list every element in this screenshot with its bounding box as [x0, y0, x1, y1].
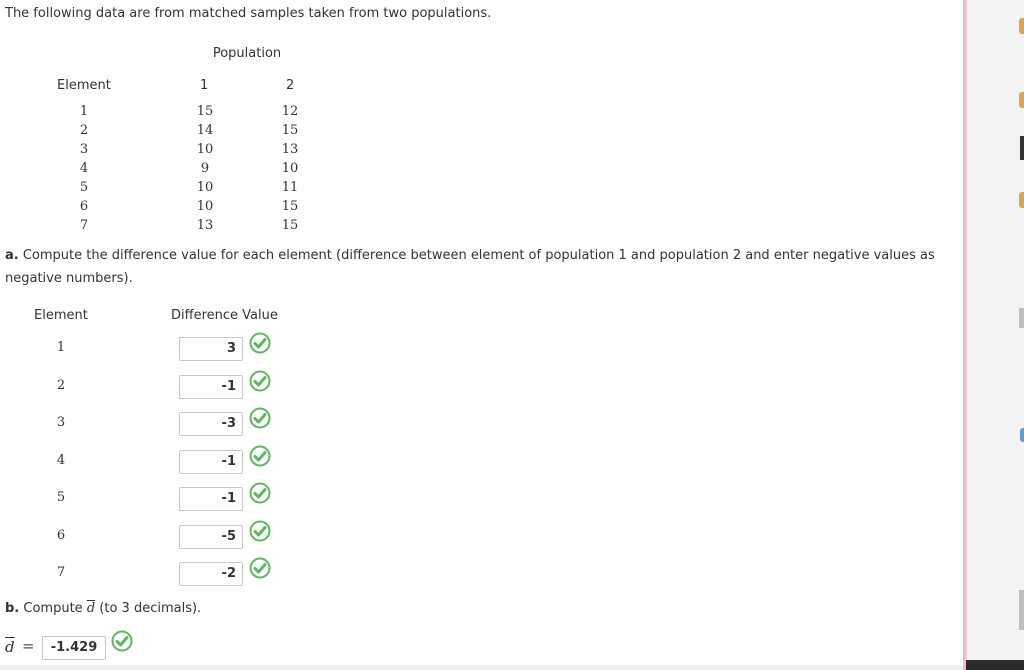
d-bar-answer-label: $\overline{d}$	[5, 638, 15, 656]
table-element-number: 4	[79, 161, 89, 176]
side-blue-marker[interactable]	[1020, 428, 1024, 442]
population-1-value: 14	[196, 123, 214, 138]
check-circle-icon	[249, 407, 271, 429]
population-2-value: 11	[281, 180, 299, 195]
check-circle-icon	[249, 445, 271, 467]
check-circle-icon	[249, 520, 271, 542]
check-circle-icon	[111, 630, 133, 652]
difference-element-number: 1	[56, 340, 66, 355]
table-element-number: 7	[79, 218, 89, 233]
population-2-value: 13	[281, 142, 299, 157]
difference-value-input[interactable]: -1	[179, 375, 243, 399]
element-header: Element	[57, 78, 111, 93]
bottom-scroll-strip	[0, 665, 963, 670]
population-1-value: 10	[196, 199, 214, 214]
difference-value-input[interactable]: 3	[179, 337, 243, 361]
difference-element-number: 2	[56, 378, 66, 393]
table-element-number: 3	[79, 142, 89, 157]
check-circle-icon	[249, 370, 271, 392]
equals-sign: =	[22, 637, 35, 655]
part-a-text: Compute the difference value for each element (difference between element of population 1 and population 2 and enter negative values as negative numbers).	[5, 248, 935, 286]
part-b-label: b.	[5, 601, 20, 616]
d-bar-answer-input[interactable]: -1.429	[42, 636, 106, 660]
part-a-label: a.	[5, 248, 19, 263]
difference-value-input[interactable]: -2	[179, 562, 243, 586]
population-2-value: 15	[281, 123, 299, 138]
d-bar-symbol: $\overline{d}$	[86, 601, 96, 616]
difference-value-input[interactable]: -1	[179, 487, 243, 511]
table-element-number: 5	[79, 180, 89, 195]
side-black-marker	[1020, 136, 1024, 160]
population-2-value: 12	[281, 104, 299, 119]
difference-element-number: 6	[56, 528, 66, 543]
difference-value-input[interactable]: -1	[179, 450, 243, 474]
difference-value-header: Difference Value	[171, 308, 278, 323]
part-b-text-after: (to 3 decimals).	[99, 601, 202, 616]
side-gray-marker	[1019, 308, 1024, 328]
population-header: Population	[212, 46, 282, 61]
part-a-prompt	[5, 244, 955, 290]
difference-element-number: 3	[56, 415, 66, 430]
population-1-value: 13	[196, 218, 214, 233]
population-2-value: 10	[281, 161, 299, 176]
population-1-value: 10	[196, 142, 214, 157]
side-tab-2[interactable]	[1019, 92, 1024, 108]
population-1-value: 15	[196, 104, 214, 119]
side-gray-marker-2	[1019, 590, 1024, 630]
side-tab-1[interactable]	[1019, 18, 1024, 34]
side-tab-3[interactable]	[1019, 192, 1024, 208]
population-2-header: 2	[286, 78, 295, 93]
difference-value-input[interactable]: -3	[179, 412, 243, 436]
population-1-value: 9	[200, 161, 210, 176]
population-1-header: 1	[200, 78, 209, 93]
part-b-text-before: Compute	[23, 601, 83, 616]
population-2-value: 15	[281, 199, 299, 214]
difference-element-number: 5	[56, 490, 66, 505]
population-1-value: 10	[196, 180, 214, 195]
side-bottom-bar	[966, 660, 1024, 670]
difference-value-input[interactable]: -5	[179, 525, 243, 549]
table-element-number: 6	[79, 199, 89, 214]
difference-element-number: 7	[56, 565, 66, 580]
side-panel	[966, 0, 1024, 670]
check-circle-icon	[249, 557, 271, 579]
table-element-number: 2	[79, 123, 89, 138]
population-2-value: 15	[281, 218, 299, 233]
check-circle-icon	[249, 482, 271, 504]
table-element-number: 1	[79, 104, 89, 119]
check-circle-icon	[249, 332, 271, 354]
part-b-prompt	[5, 601, 201, 616]
intro-text: The following data are from matched samples taken from two populations.	[5, 6, 492, 21]
difference-element-number: 4	[56, 453, 66, 468]
difference-element-header: Element	[34, 308, 88, 323]
